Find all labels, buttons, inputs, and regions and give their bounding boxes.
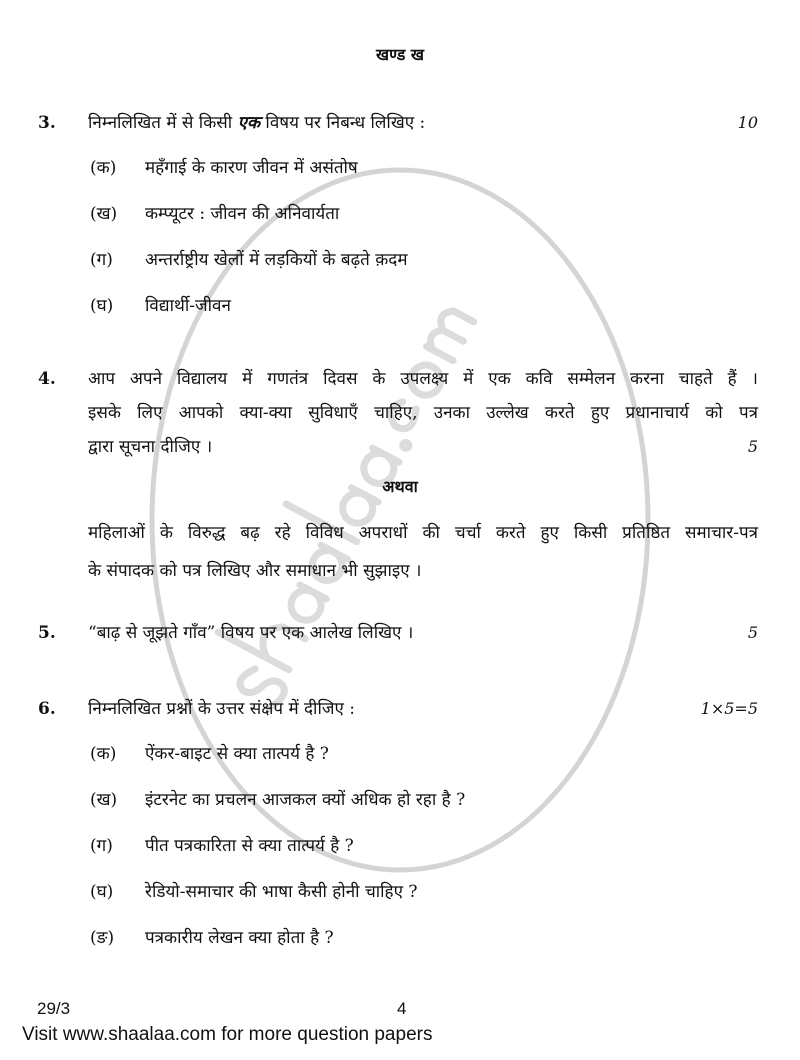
option-label: (ग) <box>90 250 113 270</box>
option-text: इंटरनेट का प्रचलन आजकल क्यों अधिक हो रहा है ? <box>145 790 466 810</box>
page-number: 4 <box>397 999 407 1018</box>
marks: 5 <box>747 437 758 456</box>
question-line: इसके लिए आपको क्या-क्या सुविधाएँ चाहिए, उनका उल्लेख करते हुए प्रधानाचार्य को पत्र <box>88 403 758 423</box>
option-label: (घ) <box>90 882 114 902</box>
alt-question-line: महिलाओं के विरुद्ध बढ़ रहे विविध अपराधों की चर्चा करते हुए किसी प्रतिष्ठित समाचार-पत्र <box>88 523 758 543</box>
question-line: आप अपने विद्यालय में गणतंत्र दिवस के उपलक्ष्य में एक कवि सम्मेलन करना चाहते हैं । <box>88 369 758 389</box>
marks: 10 <box>737 113 758 132</box>
option-label: (ख) <box>90 204 118 224</box>
option-label: (ग) <box>90 836 113 856</box>
question-line: द्वारा सूचना दीजिए । <box>88 437 213 457</box>
option-label: (क) <box>90 158 117 178</box>
option-text: ऐंकर-बाइट से क्या तात्पर्य है ? <box>145 744 329 764</box>
option-label: (ङ) <box>90 928 115 948</box>
or-label: अथवा <box>382 477 418 496</box>
option-text: रेडियो-समाचार की भाषा कैसी होनी चाहिए ? <box>145 882 418 902</box>
option-label: (ख) <box>90 790 118 810</box>
marks: 5 <box>747 623 758 642</box>
option-label: (घ) <box>90 296 114 316</box>
question-text: “बाढ़ से जूझते गाँव” विषय पर एक आलेख लिखिए । <box>88 623 414 643</box>
alt-question-line: के संपादक को पत्र लिखिए और समाधान भी सुझाइए । <box>88 561 422 581</box>
question-number: 4. <box>38 369 56 389</box>
section-title: खण्ड ख <box>376 45 424 64</box>
question-text: निम्नलिखित में से किसी एक विषय पर निबन्ध लिखिए : <box>88 113 426 133</box>
question-number: 6. <box>38 699 56 719</box>
visit-link[interactable]: Visit www.shaalaa.com for more question papers <box>22 1024 433 1045</box>
option-text: कम्प्यूटर : जीवन की अनिवार्यता <box>145 204 340 224</box>
option-text: पत्रकारीय लेखन क्या होता है ? <box>145 928 334 948</box>
option-text: महँगाई के कारण जीवन में असंतोष <box>145 158 358 178</box>
option-text: विद्यार्थी-जीवन <box>145 296 231 316</box>
watermark-lettering <box>197 284 479 712</box>
option-text: अन्तर्राष्ट्रीय खेलों में लड़कियों के बढ़ते क़दम <box>145 250 408 270</box>
question-number: 5. <box>38 623 56 643</box>
option-text: पीत पत्रकारिता से क्या तात्पर्य है ? <box>145 836 354 856</box>
question-text: निम्नलिखित प्रश्नों के उत्तर संक्षेप में दीजिए : <box>88 699 356 719</box>
paper-code: 29/3 <box>37 999 71 1018</box>
question-number: 3. <box>38 113 56 133</box>
option-label: (क) <box>90 744 117 764</box>
marks: 1×5=5 <box>700 699 758 718</box>
